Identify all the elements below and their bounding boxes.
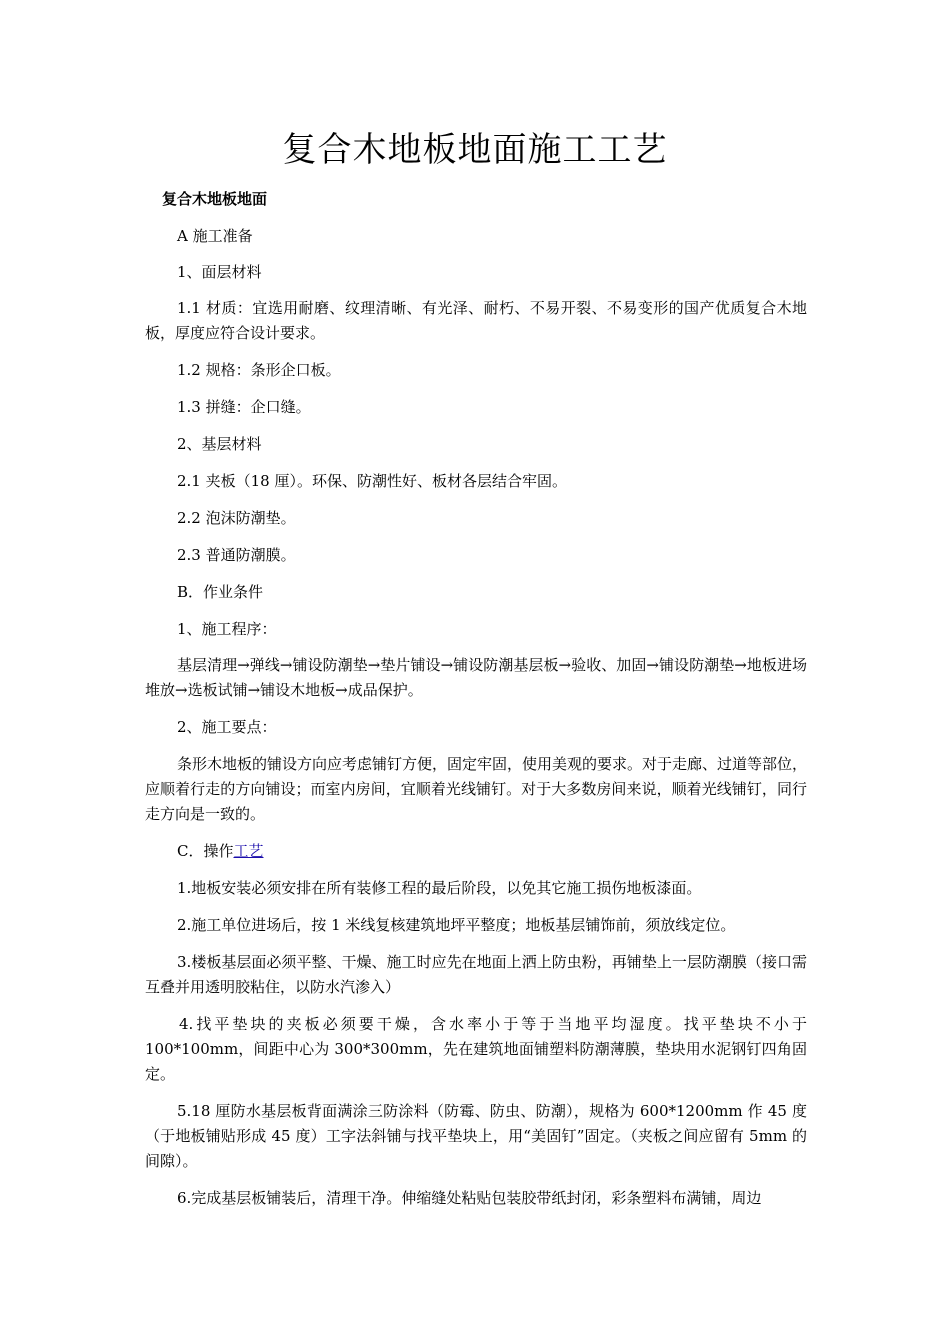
step-4: 4.找平垫块的夹板必须要干燥，含水率小于等于当地平均湿度。找平垫块不小于 100*100mm，间距中心为 300*300mm，先在建筑地面铺塑料防潮薄膜，垫块用水泥钢钉四角固定。 <box>145 1015 807 1083</box>
paragraph-base-material: 2、基层材料 <box>177 435 262 453</box>
paragraph-material-1-1: 1.1 材质：宜选用耐磨、纹理清晰、有光泽、耐朽、不易开裂、不易变形的国产优质复合木地板，厚度应符合设计要求。 <box>145 299 807 342</box>
step-2: 2.施工单位进场后，按 1 米线复核建筑地坪平整度；地板基层铺饰前，须放线定位。 <box>177 916 736 934</box>
step-1: 1.地板安装必须安排在所有装修工程的最后阶段，以免其它施工损伤地板漆面。 <box>177 879 702 897</box>
section-heading: 复合木地板地面 <box>162 190 268 208</box>
paragraph-c-operation <box>145 839 807 864</box>
paragraph-procedure-flow: 基层清理→弹线→铺设防潮垫→垫片铺设→铺设防潮基层板→验收、加固→铺设防潮垫→地板进场堆放→选板试铺→铺设木地板→成品保护。 <box>145 656 807 699</box>
paragraph-joint-1-3: 1.3 拼缝：企口缝。 <box>177 398 311 416</box>
paragraph-spec-1-2: 1.2 规格：条形企口板。 <box>177 361 341 379</box>
paragraph-a-prep: A 施工准备 <box>177 227 253 245</box>
paragraph-laying-direction: 条形木地板的铺设方向应考虑铺钉方便，固定牢固，使用美观的要求。对于走廊、过道等部位，应顺着行走的方向铺设；而室内房间，宜顺着光线铺钉。对于大多数房间来说，顺着光线铺钉，同行走方向是一致的。 <box>145 755 808 823</box>
paragraph-film-2-3: 2.3 普通防潮膜。 <box>177 546 296 564</box>
paragraph-plywood-2-1: 2.1 夹板（18 厘）。环保、防潮性好、板材各层结合牢固。 <box>177 472 567 490</box>
document-title: 复合木地板地面施工工艺 <box>282 130 668 170</box>
step-3: 3.楼板基层面必须平整、干燥、施工时应先在地面上洒上防虫粉，再铺垫上一层防潮膜（接口需互叠并用透明胶粘住，以防水汽渗入） <box>145 953 807 996</box>
craft-link[interactable]: 工艺 <box>233 842 264 860</box>
step-5: 5.18 厘防水基层板背面满涂三防涂料（防霉、防虫、防潮），规格为 600*1200mm 作 45 度（于地板铺贴形成 45 度）工字法斜铺与找平垫块上，用“美固钉”固定。（夹板之间应留有 5mm 的间隙）。 <box>145 1102 807 1170</box>
step-6: 6.完成基层板铺装后，清理干净。伸缩缝处粘贴包装胶带纸封闭，彩条塑料布满铺，周边 <box>177 1189 762 1207</box>
section-c-prefix: C．操作 <box>177 842 234 860</box>
paragraph-surface-material: 1、面层材料 <box>177 263 262 281</box>
paragraph-b-conditions: B．作业条件 <box>177 583 264 601</box>
paragraph-key-points: 2、施工要点： <box>177 718 277 736</box>
paragraph-procedure: 1、施工程序： <box>177 620 277 638</box>
paragraph-foam-2-2: 2.2 泡沫防潮垫。 <box>177 509 296 527</box>
